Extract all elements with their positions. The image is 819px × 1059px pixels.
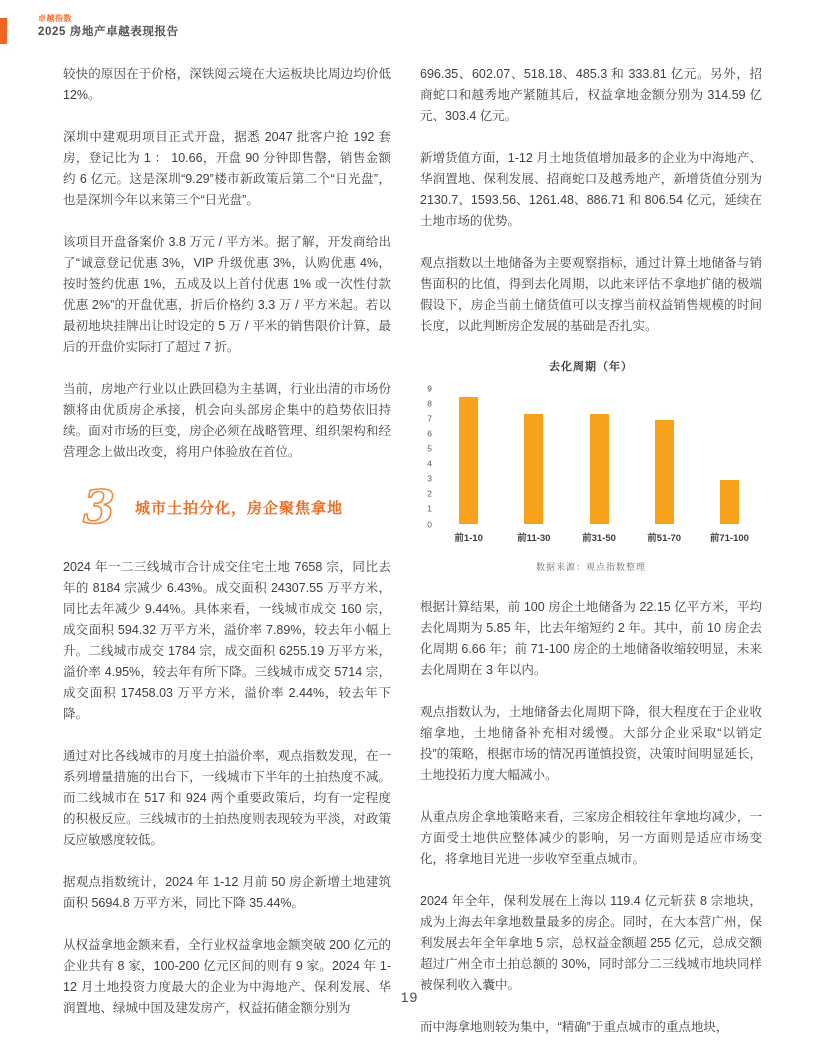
chart-y-tick: 8 bbox=[427, 397, 432, 408]
chart-x-label: 前51-70 bbox=[647, 533, 682, 544]
chart-bar bbox=[655, 420, 674, 524]
chart-y-tick: 7 bbox=[427, 412, 432, 423]
chart-y-tick: 4 bbox=[427, 458, 432, 469]
paragraph: 通过对比各线城市的月度土拍溢价率，观点指数发现，在一系列增量措施的出台下，一线城市下半年的土拍热度不减。而二线城市在 517 和 924 两个重要政策后，均有一定程度的积极反应。三线城市的土拍热度则表现较为平淡，对政策反应敏感度较低。 bbox=[63, 749, 391, 847]
report-series-label: 卓越指数 bbox=[38, 14, 72, 23]
paragraph: 2024 年全年，保利发展在上海以 119.4 亿元斩获 8 宗地块，成为上海去年拿地数量最多的房企。同时，在大本营广州，保利发展去年全年拿地 5 宗，总权益金额超 255 亿元，总成交额超过广州全市土拍总额的 30%，同时部分二三线城市地块同样被保利收入囊中。 bbox=[420, 894, 762, 992]
chart-bar-slot bbox=[632, 388, 697, 524]
chart-plot bbox=[436, 388, 762, 524]
paragraph: 较快的原因在于价格，深铁阅云境在大运板块比周边均价低 12%。 bbox=[63, 67, 391, 102]
header-accent-bar bbox=[0, 18, 7, 44]
chart-y-tick: 5 bbox=[427, 443, 432, 454]
paragraph: 696.35、602.07、518.18、485.3 和 333.81 亿元。另外，招商蛇口和越秀地产紧随其后，权益拿地金额分别为 314.59 亿元、303.4 亿元。 bbox=[420, 67, 762, 123]
chart-y-tick: 1 bbox=[427, 503, 432, 514]
chart-y-tick: 6 bbox=[427, 428, 432, 439]
section-heading bbox=[63, 480, 391, 534]
chart-bar-slot bbox=[501, 388, 566, 524]
paragraph: 据观点指数统计，2024 年 1-12 月前 50 房企新增土地建筑面积 5694.8 万平方米，同比下降 35.44%。 bbox=[63, 875, 391, 910]
chart-x-label: 前1-10 bbox=[454, 533, 483, 544]
bar-chart bbox=[420, 358, 762, 573]
paragraph: 新增货值方面，1-12 月土地货值增加最多的企业为中海地产、华润置地、保利发展、招商蛇口及越秀地产，新增货值分别为 2130.7、1593.56、1261.48、886.71 和 806.54 亿元，延续在土地市场的优势。 bbox=[420, 151, 762, 228]
paragraph: 从权益拿地金额来看，全行业权益拿地金额突破 200 亿元的企业共有 8 家，100-200 亿元区间的则有 9 家。2024 年 1-12 月土地投资力度最大的企业为中海地产、保利发展、华润置地、绿城中国及建发房产，权益拓储金额分别为 bbox=[63, 938, 391, 1015]
chart-x-axis bbox=[436, 530, 762, 544]
chart-y-axis bbox=[420, 382, 436, 529]
paragraph: 深圳中建观玥项目正式开盘，据悉 2047 批客户抢 192 套房，登记比为 1 ： 10.66，开盘 90 分钟即售罄，销售金额约 6 亿元。这是深圳“9.29”楼市新政策后第二个“日光盘”，也是深圳今年以来第三个“日光盘”。 bbox=[63, 130, 391, 207]
chart-bar bbox=[590, 414, 609, 524]
paragraph: 2024 年一二三线城市合计成交住宅土地 7658 宗，同比去年的 8184 宗减少 6.43%。成交面积 24307.55 万平方米，同比去年减少 9.44%。具体来看，一线城市成交 160 宗，成交面积 594.32 万平方米，溢价率 7.89%，较去年小幅上升。二线城市成交 1784 宗，成交面积 6255.19 万平方米，溢价率 4.95%，较去年有所下降。三线城市成交 5714 宗，成交面积 17458.03 万平方米，溢价率 2.44%，较去年下降。 bbox=[63, 560, 391, 721]
paragraph: 观点指数认为，土地储备去化周期下降，很大程度在于企业收缩拿地，土地储备补充相对缓慢。大部分企业采取“以销定投”的策略，根据市场的情况再谨慎投资，决策时间明显延长，土地投拓力度大幅减小。 bbox=[420, 705, 762, 782]
chart-y-tick: 3 bbox=[427, 473, 432, 484]
chart-bar-slot bbox=[436, 388, 501, 524]
left-column bbox=[63, 64, 391, 1059]
report-title: 2025 房地产卓越表现报告 bbox=[38, 25, 179, 38]
chart-y-tick: 2 bbox=[427, 488, 432, 499]
chart-bar bbox=[720, 480, 739, 524]
paragraph: 而中海拿地则较为集中，“精确”于重点城市的重点地块， bbox=[420, 1020, 729, 1034]
chart-bar bbox=[524, 414, 543, 524]
chart-body bbox=[420, 382, 762, 529]
paragraph: 根据计算结果，前 100 房企土地储备为 22.15 亿平方米，平均去化周期为 5.85 年，比去年缩短约 2 年。其中，前 10 房企去化周期 6.66 年；前 71-100 房企的土地储备收缩较明显，未来去化周期在 3 年以内。 bbox=[420, 600, 762, 677]
chart-x-label: 前31-50 bbox=[582, 533, 616, 544]
chart-bar-slot bbox=[566, 388, 631, 524]
paragraph: 从重点房企拿地策略来看，三家房企相较往年拿地均减少，一方面受土地供应整体减少的影响，另一方面则是适应市场变化，将拿地目光进一步收窄至重点城市。 bbox=[420, 810, 762, 866]
page-header bbox=[38, 14, 179, 39]
paragraph: 观点指数以土地储备为主要观察指标，通过计算土地储备与销售面积的比值，得到去化周期，以此来评估不拿地扩储的极端假设下，房企当前土储货值可以支撑当前权益销售规模的时间长度，以此判断房企发展的基础是否扎实。 bbox=[420, 256, 762, 333]
chart-x-label: 前11-30 bbox=[517, 533, 551, 544]
right-column bbox=[420, 64, 762, 1059]
chart-y-tick: 0 bbox=[427, 518, 432, 529]
chart-title: 去化周期（年） bbox=[549, 361, 633, 373]
page-number: 19 bbox=[400, 989, 419, 1005]
paragraph: 该项目开盘备案价 3.8 万元 / 平方米。据了解，开发商给出了“诚意登记优惠 3%，VIP 升级优惠 3%，认购优惠 4%，按时签约优惠 1%，五成及以上首付优惠 1% 或一次性付款优惠 2%”的开盘优惠，折后价格约 3.3 万 / 平方米起。若以最初地块挂牌出让时设定的 5 万 / 平米的销售限价计算，最后的开盘价实际打了超过 7 折。 bbox=[63, 235, 391, 354]
section-title: 城市土拍分化，房企聚焦拿地 bbox=[135, 499, 344, 517]
page-content bbox=[63, 64, 762, 1059]
chart-y-tick: 9 bbox=[427, 382, 432, 393]
paragraph: 当前，房地产行业以止跌回稳为主基调，行业出清的市场份额将由优质房企承接，机会向头部房企集中的趋势依旧持续。面对市场的巨变，房企必须在战略管理、组织架构和经营理念上做出改变，将用户体验放在首位。 bbox=[63, 382, 391, 459]
page-footer bbox=[0, 989, 819, 1007]
chart-x-label: 前71-100 bbox=[709, 533, 749, 544]
chart-bar-slot bbox=[697, 388, 762, 524]
chart-source: 数据来源：观点指数整理 bbox=[535, 562, 646, 572]
section-number: 3 bbox=[83, 480, 116, 534]
chart-bar bbox=[459, 397, 478, 524]
